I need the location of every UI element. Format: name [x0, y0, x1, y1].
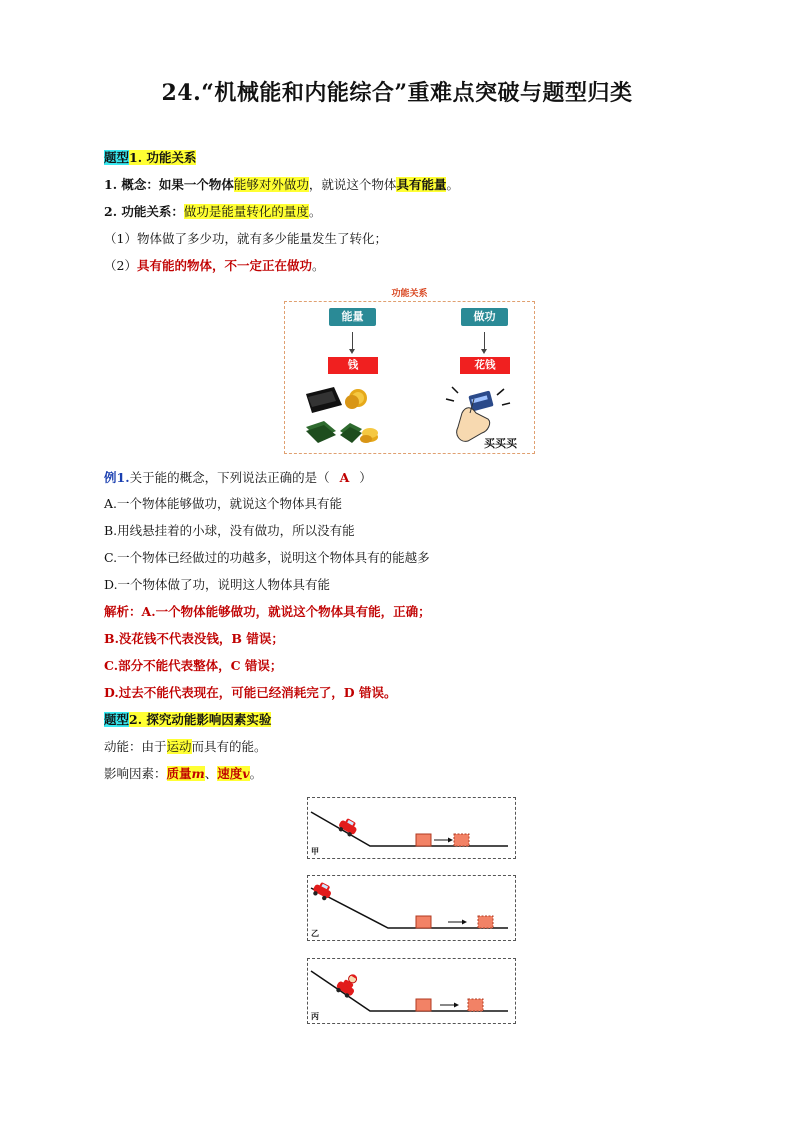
analysis-label: 解析：: [104, 604, 142, 619]
example-close: ）: [359, 470, 372, 485]
factors-sep: 、: [204, 766, 218, 781]
relation-line: [104, 204, 321, 220]
option-d: D.一个物体做了功，说明这人物体具有能: [104, 577, 331, 592]
section-title: 2. 探究动能影响因素实验: [129, 712, 272, 727]
car-with-driver-icon: [334, 970, 362, 1000]
money-box: 钱: [328, 357, 378, 374]
block-icon: [416, 916, 431, 928]
section-2-heading: [104, 712, 271, 728]
section-tag: 题型: [104, 712, 130, 727]
point-2-prefix: （2）: [104, 258, 137, 273]
factors-line: [104, 766, 262, 782]
experiment-diagram-bing: [307, 958, 516, 1024]
analysis-text: A.一个物体能够做功，就说这个物体具有能，正确；: [141, 604, 431, 619]
option-c: C.一个物体已经做过的功越多，说明这个物体具有的能越多: [104, 550, 430, 565]
diagram-caption: 买买买: [483, 436, 517, 450]
relation-end: 。: [308, 204, 322, 219]
coins-icon: [345, 389, 367, 409]
factor-mass: 质量: [166, 766, 192, 781]
car-icon: [336, 816, 359, 838]
block-icon: [416, 999, 431, 1011]
arrow-right-icon: [448, 838, 453, 843]
section-tag: 题型: [104, 150, 130, 165]
spend-money-box: 花钱: [460, 357, 510, 374]
page-title: 24.“机械能和内能综合”重难点突破与题型归类: [161, 80, 633, 106]
example-1-question: [104, 470, 372, 486]
example-label: 例: [104, 470, 117, 485]
concept-prefix: 1. 概念：如果一个物体: [104, 177, 234, 192]
concept-highlight-1: 能够对外做功: [233, 177, 309, 192]
block-moved-icon: [454, 834, 469, 846]
coins-icon: [360, 428, 378, 443]
example-question: 关于能的概念，下列说法正确的是（: [129, 470, 330, 485]
concept-line: [104, 177, 459, 193]
point-2-end: 。: [311, 258, 325, 273]
point-2: [104, 258, 324, 274]
section-1-heading: [104, 150, 196, 166]
kinetic-definition: [104, 739, 267, 755]
energy-box: 能量: [329, 308, 376, 326]
option-b: B.用线悬挂着的小球，没有做功，所以没有能: [104, 523, 355, 538]
option-a: A.一个物体能够做功，就说这个物体具有能: [104, 496, 343, 511]
analysis-line-1: [104, 604, 431, 620]
experiment-diagram-yi: [307, 875, 516, 941]
kinetic-prefix: 动能：由于: [104, 739, 167, 754]
experiment-label: 丙: [311, 1011, 319, 1021]
kinetic-end: 而具有的能。: [191, 739, 267, 754]
block-moved-icon: [478, 916, 493, 928]
cash-stack-icon: [306, 421, 362, 443]
analysis-line-2: B.没花钱不代表没钱，B 错误；: [104, 631, 284, 646]
factor-speed: 速度: [217, 766, 243, 781]
kinetic-highlight: 运动: [166, 739, 192, 754]
relation-highlight: 做功是能量转化的量度: [183, 204, 309, 219]
function-relation-diagram: [284, 301, 535, 454]
factor-speed-var: v: [242, 766, 250, 781]
relation-prefix: 2. 功能关系：: [104, 204, 184, 219]
work-box: 做功: [461, 308, 508, 326]
arrow-right-icon: [462, 920, 467, 925]
analysis-line-3: C.部分不能代表整体，C 错误；: [104, 658, 283, 673]
concept-mid: ，就说这个物体: [308, 177, 397, 192]
point-1: （1）物体做了多少功，就有多少能量发生了转化；: [104, 231, 387, 246]
example-number: 1.: [116, 470, 130, 485]
factor-mass-var: m: [191, 766, 205, 781]
money-illustration: [284, 301, 535, 454]
point-2-red: 具有能的物体，不一定正在做功: [136, 258, 312, 273]
wallet-icon: [306, 387, 342, 413]
analysis-line-4: D.过去不能代表现在，可能已经消耗完了，D 错误。: [104, 685, 397, 700]
diagram-title: 功能关系: [391, 289, 428, 299]
arrow-right-icon: [454, 1003, 459, 1008]
concept-highlight-2: 具有能量: [396, 177, 447, 192]
block-moved-icon: [468, 999, 483, 1011]
experiment-label: 乙: [311, 928, 319, 938]
concept-end: 。: [446, 177, 459, 192]
factors-prefix: 影响因素：: [104, 766, 167, 781]
section-title: 1. 功能关系: [129, 150, 197, 165]
hand-with-card-icon: [446, 387, 510, 441]
experiment-diagram-jia: [307, 797, 516, 859]
example-answer: A: [339, 470, 350, 485]
experiment-label: 甲: [311, 846, 319, 856]
block-icon: [416, 834, 431, 846]
factors-end: 。: [249, 766, 263, 781]
